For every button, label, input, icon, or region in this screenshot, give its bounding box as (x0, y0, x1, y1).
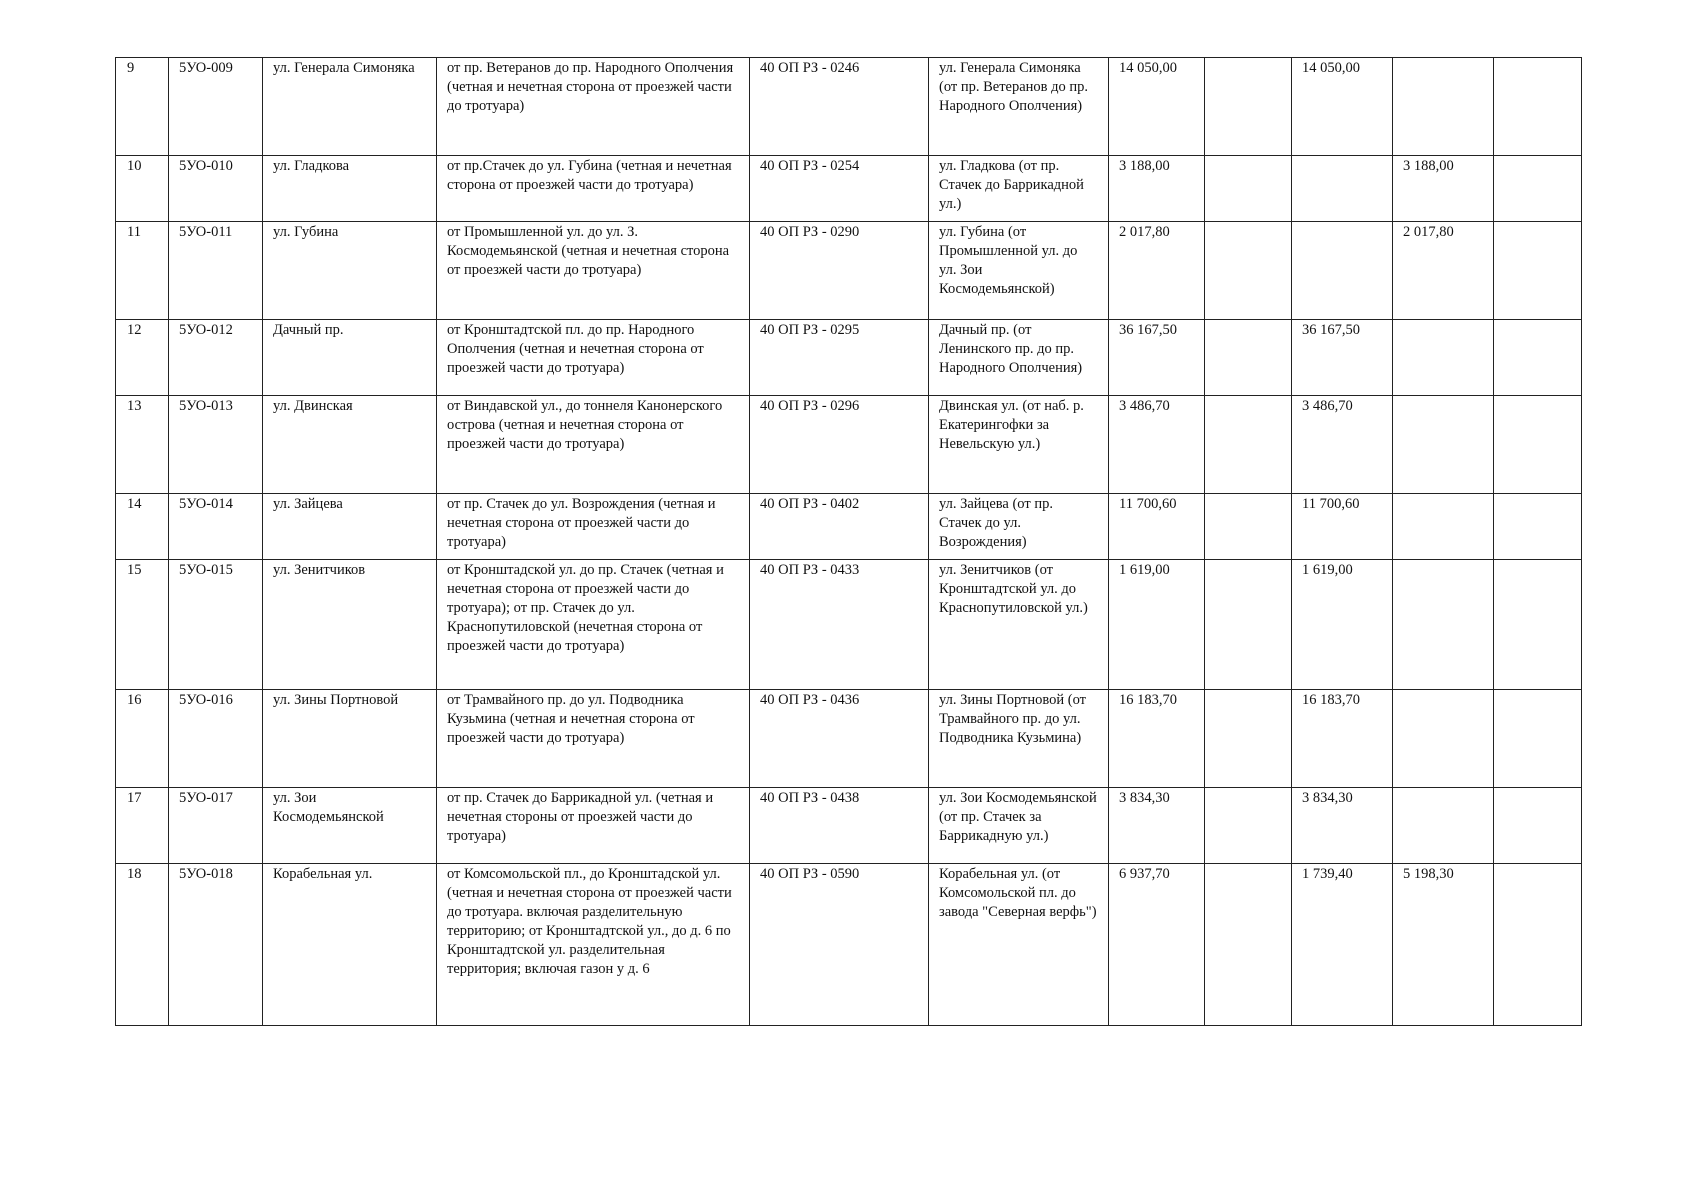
street-name: ул. Гладкова (263, 156, 437, 222)
value-col-4 (1393, 494, 1494, 560)
road-name: ул. Зои Космодемьянской (от пр. Стачек за Баррикадную ул.) (929, 788, 1109, 864)
total-area: 11 700,60 (1109, 494, 1205, 560)
value-col-5 (1494, 320, 1582, 396)
total-area: 3 188,00 (1109, 156, 1205, 222)
value-col-3: 14 050,00 (1292, 58, 1393, 156)
row-number: 11 (116, 222, 169, 320)
table-row (116, 320, 1582, 396)
value-col-5 (1494, 690, 1582, 788)
street-name: ул. Зенитчиков (263, 560, 437, 690)
row-code: 5УО-014 (169, 494, 263, 560)
value-col-3: 16 183,70 (1292, 690, 1393, 788)
street-name: ул. Зайцева (263, 494, 437, 560)
value-col-3: 36 167,50 (1292, 320, 1393, 396)
table-row (116, 788, 1582, 864)
value-col-4 (1393, 396, 1494, 494)
total-area: 14 050,00 (1109, 58, 1205, 156)
street-name: ул. Генерала Симоняка (263, 58, 437, 156)
value-col-3: 11 700,60 (1292, 494, 1393, 560)
table-row (116, 864, 1582, 1026)
section-description: от Виндавской ул., до тоннеля Канонерского острова (четная и нечетная сторона от проезжей части до тротуара) (437, 396, 750, 494)
section-description: от Кронштадской ул. до пр. Стачек (четная и нечетная сторона от проезжей части до тротуара); от пр. Стачек до ул. Краснопутиловской (нечетная сторона от проезжей части до тротуара) (437, 560, 750, 690)
value-col-2 (1205, 494, 1292, 560)
value-col-4 (1393, 560, 1494, 690)
section-description: от Промышленной ул. до ул. З. Космодемьянской (четная и нечетная сторона от проезжей части до тротуара) (437, 222, 750, 320)
value-col-2 (1205, 396, 1292, 494)
table-row (116, 222, 1582, 320)
row-code: 5УО-018 (169, 864, 263, 1026)
value-col-2 (1205, 560, 1292, 690)
row-number: 14 (116, 494, 169, 560)
table-row (116, 690, 1582, 788)
total-area: 2 017,80 (1109, 222, 1205, 320)
street-name: ул. Зины Портновой (263, 690, 437, 788)
value-col-5 (1494, 58, 1582, 156)
registry-number: 40 ОП РЗ - 0436 (750, 690, 929, 788)
road-name: ул. Гладкова (от пр. Стачек до Баррикадной ул.) (929, 156, 1109, 222)
value-col-5 (1494, 156, 1582, 222)
registry-number: 40 ОП РЗ - 0438 (750, 788, 929, 864)
value-col-5 (1494, 788, 1582, 864)
value-col-4: 2 017,80 (1393, 222, 1494, 320)
value-col-5 (1494, 396, 1582, 494)
total-area: 3 486,70 (1109, 396, 1205, 494)
section-description: от пр. Ветеранов до пр. Народного Ополчения (четная и нечетная сторона от проезжей части до тротуара) (437, 58, 750, 156)
street-name: ул. Губина (263, 222, 437, 320)
row-number: 13 (116, 396, 169, 494)
row-number: 12 (116, 320, 169, 396)
street-name: ул. Двинская (263, 396, 437, 494)
value-col-2 (1205, 320, 1292, 396)
value-col-4: 5 198,30 (1393, 864, 1494, 1026)
road-name: ул. Зайцева (от пр. Стачек до ул. Возрождения) (929, 494, 1109, 560)
section-description: от пр. Стачек до Баррикадной ул. (четная и нечетная стороны от проезжей части до тротуара) (437, 788, 750, 864)
road-name: ул. Зенитчиков (от Кронштадтской ул. до Краснопутиловской ул.) (929, 560, 1109, 690)
street-name: ул. Зои Космодемьянской (263, 788, 437, 864)
registry-number: 40 ОП РЗ - 0433 (750, 560, 929, 690)
street-name: Корабельная ул. (263, 864, 437, 1026)
row-code: 5УО-016 (169, 690, 263, 788)
value-col-5 (1494, 560, 1582, 690)
registry-number: 40 ОП РЗ - 0296 (750, 396, 929, 494)
total-area: 3 834,30 (1109, 788, 1205, 864)
road-cleaning-table (115, 57, 1582, 1026)
value-col-3 (1292, 156, 1393, 222)
value-col-3: 1 739,40 (1292, 864, 1393, 1026)
value-col-4 (1393, 58, 1494, 156)
street-name: Дачный пр. (263, 320, 437, 396)
value-col-4: 3 188,00 (1393, 156, 1494, 222)
road-name: Двинская ул. (от наб. р. Екатерингофки за Невельскую ул.) (929, 396, 1109, 494)
road-name: ул. Губина (от Промышленной ул. до ул. Зои Космодемьянской) (929, 222, 1109, 320)
total-area: 16 183,70 (1109, 690, 1205, 788)
road-name: Корабельная ул. (от Комсомольской пл. до завода "Северная верфь") (929, 864, 1109, 1026)
value-col-4 (1393, 788, 1494, 864)
registry-number: 40 ОП РЗ - 0590 (750, 864, 929, 1026)
section-description: от Комсомольской пл., до Кронштадской ул. (четная и нечетная сторона от проезжей части до тротуара. включая разделительную территорию; от Кронштадтской ул., до д. 6 по Кронштадтской ул. разделительная территория; включая газон у д. 6 (437, 864, 750, 1026)
section-description: от Трамвайного пр. до ул. Подводника Кузьмина (четная и нечетная сторона от проезжей части до тротуара) (437, 690, 750, 788)
section-description: от пр. Стачек до ул. Возрождения (четная и нечетная сторона от проезжей части до тротуара) (437, 494, 750, 560)
value-col-2 (1205, 864, 1292, 1026)
row-number: 16 (116, 690, 169, 788)
row-code: 5УО-010 (169, 156, 263, 222)
row-number: 9 (116, 58, 169, 156)
value-col-4 (1393, 320, 1494, 396)
row-number: 18 (116, 864, 169, 1026)
row-code: 5УО-013 (169, 396, 263, 494)
registry-number: 40 ОП РЗ - 0290 (750, 222, 929, 320)
row-code: 5УО-017 (169, 788, 263, 864)
registry-number: 40 ОП РЗ - 0246 (750, 58, 929, 156)
registry-number: 40 ОП РЗ - 0254 (750, 156, 929, 222)
row-code: 5УО-012 (169, 320, 263, 396)
registry-number: 40 ОП РЗ - 0295 (750, 320, 929, 396)
section-description: от Кронштадтской пл. до пр. Народного Ополчения (четная и нечетная сторона от проезжей части до тротуара) (437, 320, 750, 396)
value-col-3 (1292, 222, 1393, 320)
total-area: 36 167,50 (1109, 320, 1205, 396)
road-name: ул. Зины Портновой (от Трамвайного пр. до ул. Подводника Кузьмина) (929, 690, 1109, 788)
value-col-5 (1494, 864, 1582, 1026)
row-number: 17 (116, 788, 169, 864)
row-code: 5УО-009 (169, 58, 263, 156)
table-row (116, 560, 1582, 690)
table-row (116, 156, 1582, 222)
row-number: 10 (116, 156, 169, 222)
value-col-4 (1393, 690, 1494, 788)
road-name: Дачный пр. (от Ленинского пр. до пр. Народного Ополчения) (929, 320, 1109, 396)
section-description: от пр.Стачек до ул. Губина (четная и нечетная сторона от проезжей части до тротуара) (437, 156, 750, 222)
table-row (116, 396, 1582, 494)
road-name: ул. Генерала Симоняка (от пр. Ветеранов до пр. Народного Ополчения) (929, 58, 1109, 156)
total-area: 1 619,00 (1109, 560, 1205, 690)
row-code: 5УО-015 (169, 560, 263, 690)
value-col-5 (1494, 222, 1582, 320)
table-row (116, 58, 1582, 156)
table-row (116, 494, 1582, 560)
value-col-2 (1205, 690, 1292, 788)
value-col-2 (1205, 58, 1292, 156)
value-col-3: 1 619,00 (1292, 560, 1393, 690)
registry-number: 40 ОП РЗ - 0402 (750, 494, 929, 560)
row-number: 15 (116, 560, 169, 690)
row-code: 5УО-011 (169, 222, 263, 320)
value-col-5 (1494, 494, 1582, 560)
value-col-3: 3 834,30 (1292, 788, 1393, 864)
value-col-2 (1205, 788, 1292, 864)
total-area: 6 937,70 (1109, 864, 1205, 1026)
value-col-2 (1205, 156, 1292, 222)
value-col-3: 3 486,70 (1292, 396, 1393, 494)
value-col-2 (1205, 222, 1292, 320)
